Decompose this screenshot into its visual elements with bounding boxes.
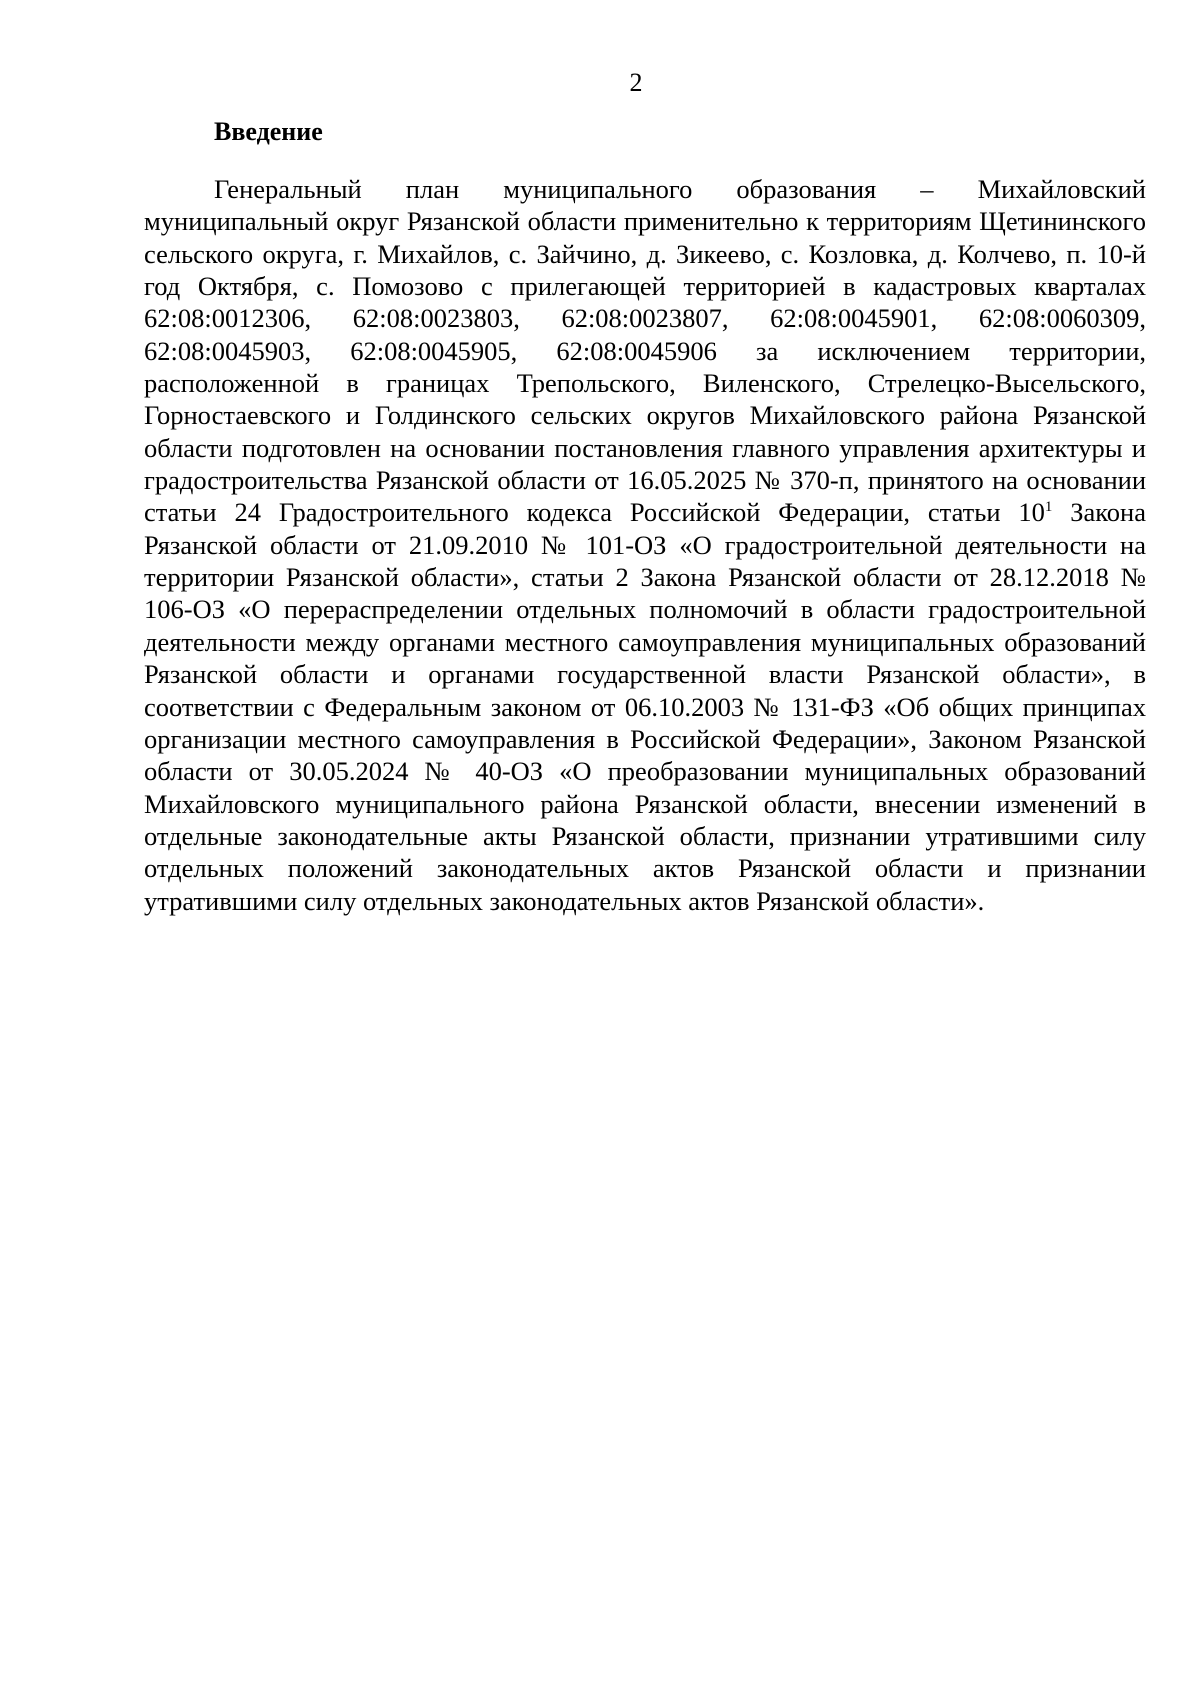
page-number: 2: [629, 68, 643, 97]
section-heading: Введение: [214, 117, 323, 146]
body-paragraph: [144, 173, 1146, 917]
article-superscript: 1: [1044, 499, 1053, 516]
body-paragraph-part-1: Генеральный план муниципального образования – Михайловский муниципальный округ Рязанской области применительно к территориям Щетининского сельского округа, г. Михайлов, с. Зайчино, д. Зикеево, с. Козловка, д. Колчево, п. 10-й год Октября, с. Помозово с прилегающей территорией в кадастровых кварталах 62:08:0012306, 62:08:0023803, 62:08:0023807, 62:08:0045901, 62:08:0060309, 62:08:0045903, 62:08:0045905, 62:08:0045906 за исключением территории, расположенной в границах Трепольского, Виленского, Стрелецко-Высельского, Горностаевского и Голдинского сельских округов Михайловского района Рязанской области подготовлен на основании постановления главного управления архитектуры и градостроительства Рязанской области от 16.05.2025 № 370-п, принятого на основании статьи 24 Градостроительного кодекса Российской Федерации, статьи 10: [144, 174, 1146, 528]
body-paragraph-part-2: Закона Рязанской области от 21.09.2010 № 101-ОЗ «О градостроительной деятельности на территории Рязанской области», статьи 2 Закона Рязанской области от 28.12.2018 № 106-ОЗ «О перераспределении отдельных полномочий в области градостроительной деятельности между органами местного самоуправления муниципальных образований Рязанской области и органами государственной власти Рязанской области», в соответствии с Федеральным законом от 06.10.2003 № 131-ФЗ «Об общих принципах организации местного самоуправления в Российской Федерации», Законом Рязанской области от 30.05.2024 № 40-ОЗ «О преобразовании муниципальных образований Михайловского муниципального района Рязанской области, внесении изменений в отдельные законодательные акты Рязанской области, признании утратившими силу отдельных положений законодательных актов Рязанской области и признании утратившими силу отдельных законодательных актов Рязанской области».: [144, 497, 1146, 916]
